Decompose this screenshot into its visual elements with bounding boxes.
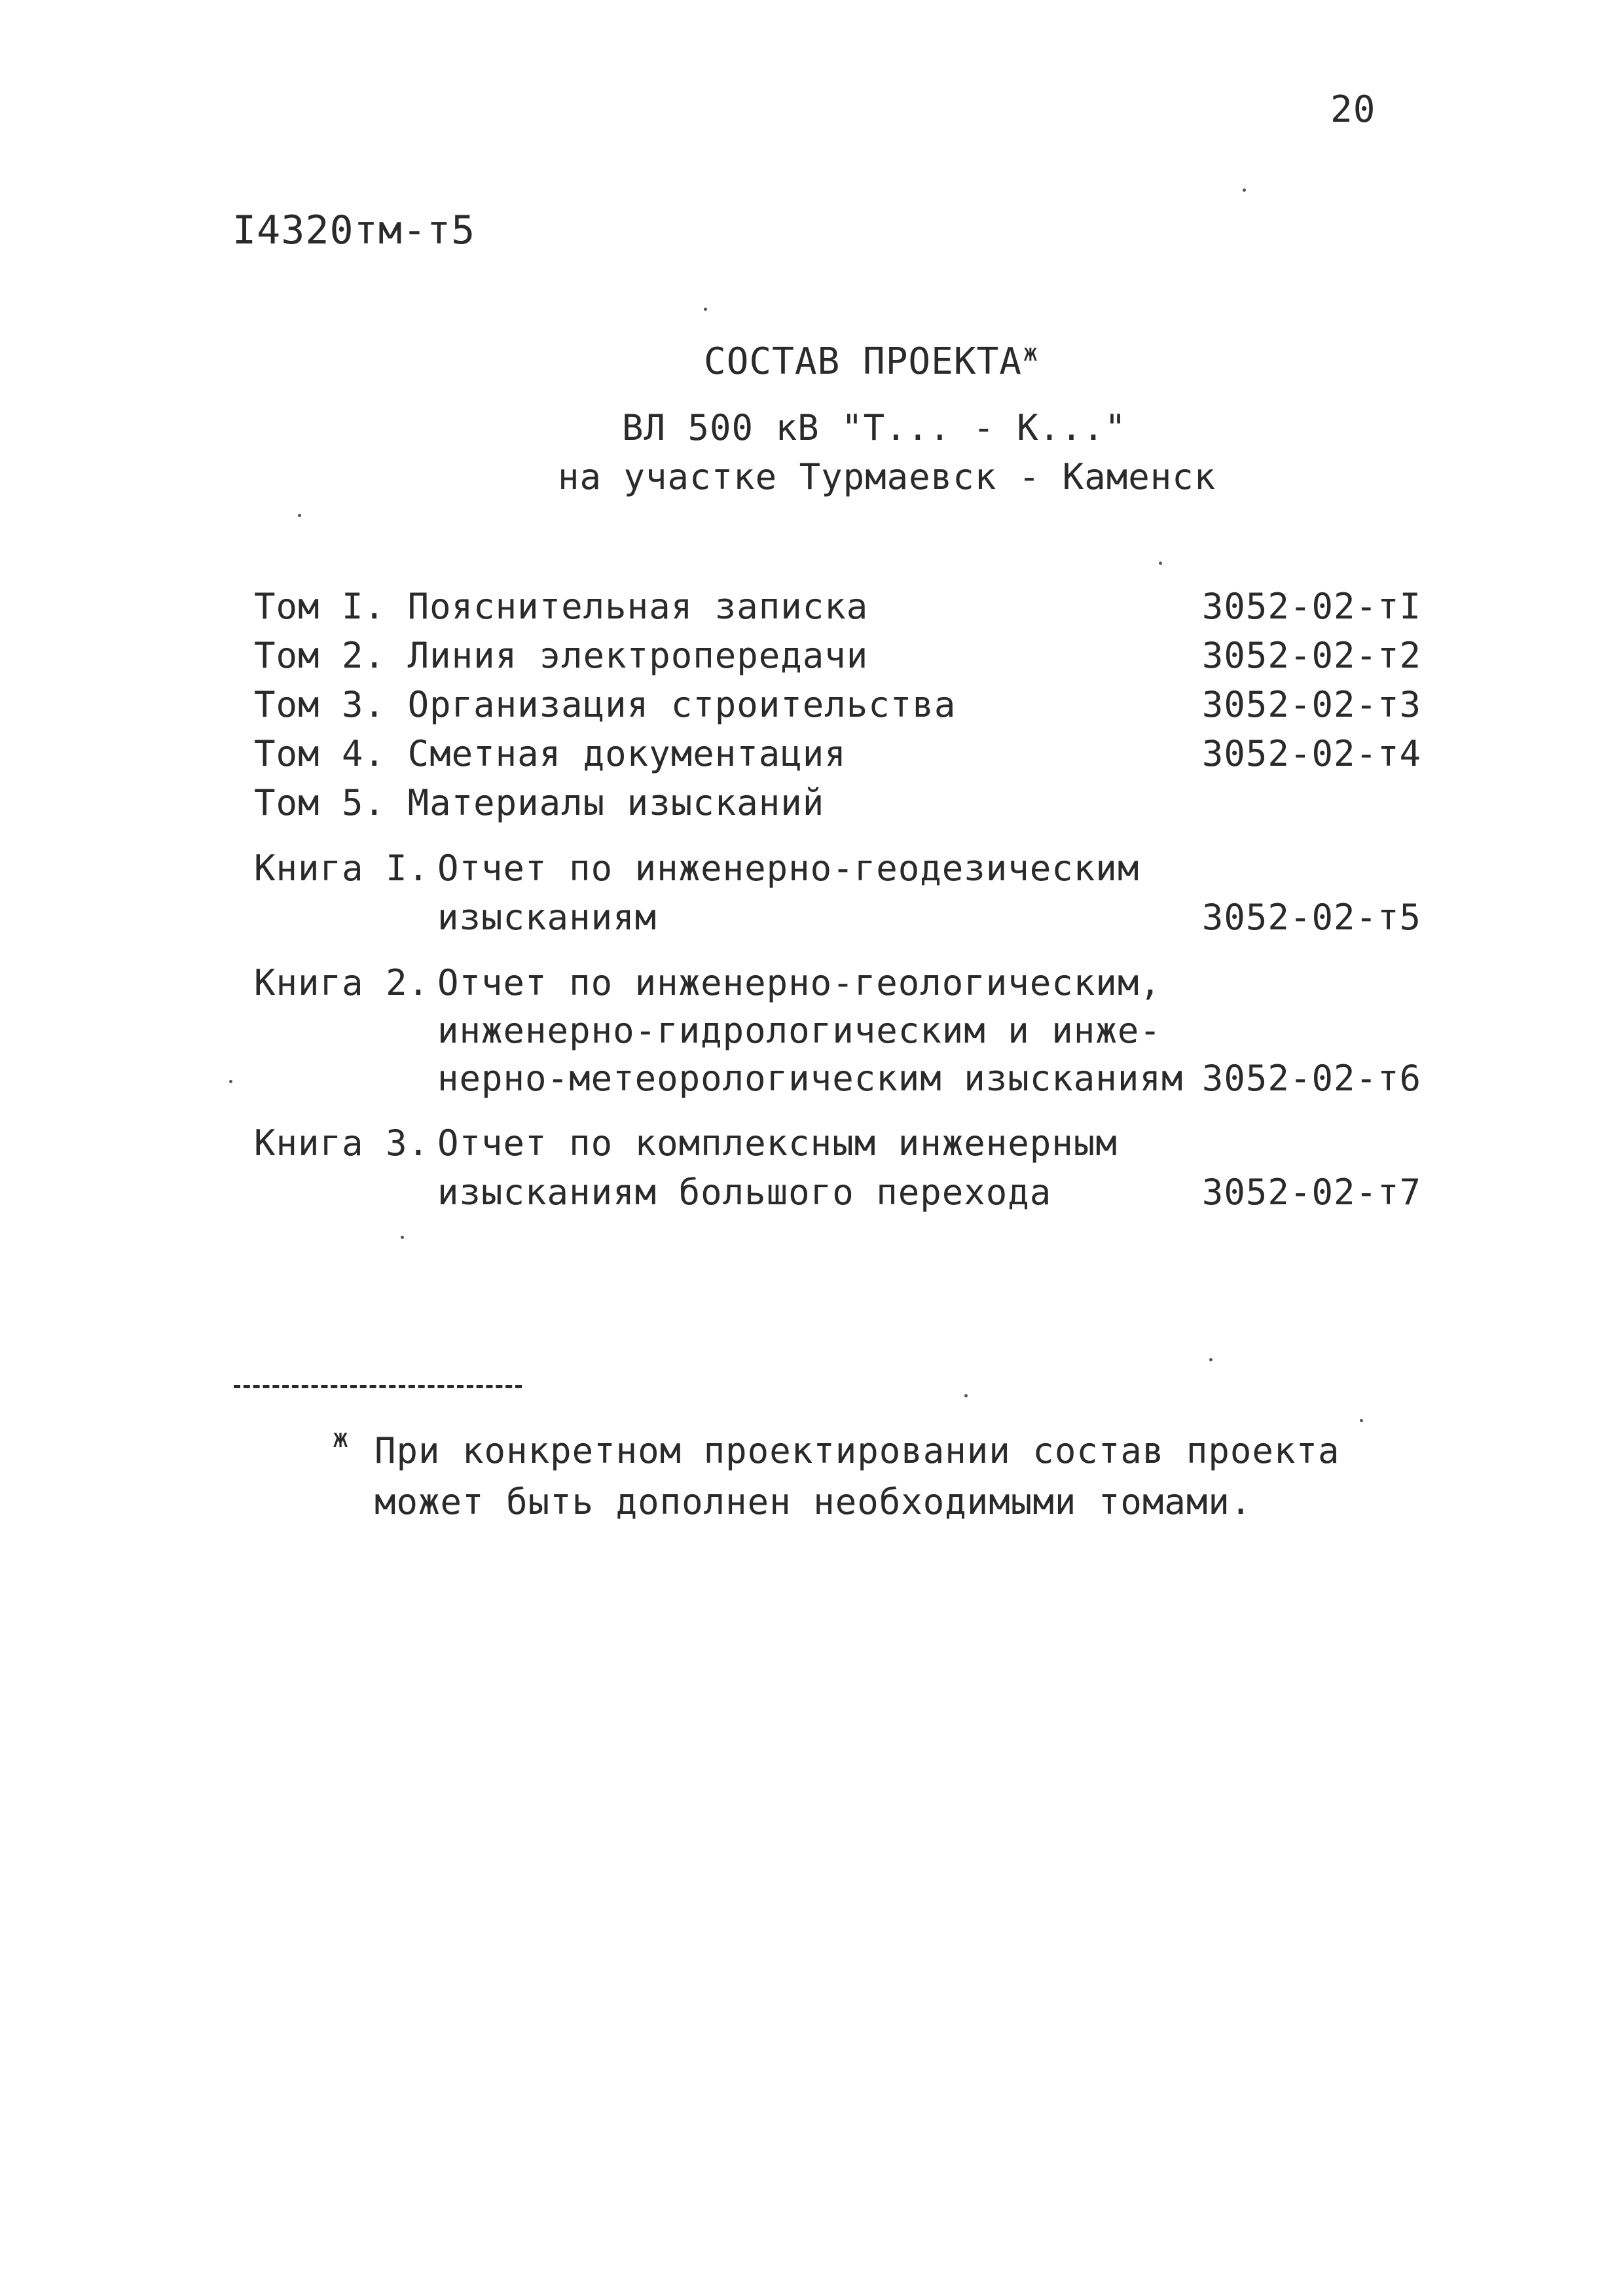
footnote-separator	[234, 1385, 522, 1388]
book-3-line-1: Отчет по комплексным инженерным	[437, 1122, 1118, 1164]
title-text: СОСТАВ ПРОЕКТА	[704, 340, 1023, 383]
book-1-label: Книга I.	[254, 848, 430, 889]
subtitle-line-2: на участке Турмаевск - Каменск	[558, 456, 1216, 497]
book-2-label: Книга 2.	[254, 962, 430, 1003]
book-3-code: 3052-02-т7	[1201, 1172, 1421, 1213]
title-footnote-mark: ж	[1023, 340, 1038, 367]
volume-2-code: 3052-02-т2	[1201, 635, 1421, 676]
scan-speck	[1209, 1358, 1213, 1361]
volume-1-label: Том I. Пояснительная записка	[254, 586, 869, 627]
book-1-code: 3052-02-т5	[1201, 897, 1421, 938]
document-code: I4320тм-т5	[232, 207, 476, 253]
volume-5-label: Том 5. Материалы изысканий	[254, 782, 825, 823]
volume-3-code: 3052-02-т3	[1201, 684, 1421, 725]
book-2-line-3: нерно-метеорологическим изысканиям	[437, 1058, 1184, 1099]
volume-3-label: Том 3. Организация строительства	[254, 684, 957, 725]
footnote-line-2: может быть дополнен необходимыми томами.	[374, 1481, 1252, 1522]
subtitle-line-1: ВЛ 500 кВ "Т... - К..."	[622, 407, 1127, 448]
book-2-code: 3052-02-т6	[1201, 1058, 1421, 1099]
scan-speck	[229, 1080, 232, 1083]
scan-speck	[964, 1394, 968, 1397]
scan-speck	[1360, 1419, 1363, 1422]
page-title	[704, 340, 1038, 383]
volume-4-code: 3052-02-т4	[1201, 733, 1421, 774]
book-2-line-2: инженерно-гидрологическим и инже-	[437, 1010, 1161, 1051]
book-1-line-1: Отчет по инженерно-геодезическим	[437, 848, 1140, 889]
book-3-label: Книга 3.	[254, 1122, 430, 1164]
scan-speck	[1159, 562, 1162, 565]
book-1-line-2: изысканиям	[437, 897, 657, 938]
footnote-mark: ж	[333, 1424, 350, 1454]
book-2-line-1: Отчет по инженерно-геологическим,	[437, 962, 1161, 1003]
scan-speck	[401, 1236, 404, 1239]
footnote-line-1: При конкретном проектировании состав проекта	[374, 1430, 1340, 1471]
volume-2-label: Том 2. Линия электропередачи	[254, 635, 869, 676]
scan-speck	[1243, 188, 1246, 192]
scan-speck	[298, 514, 301, 517]
volume-4-label: Том 4. Сметная документация	[254, 733, 847, 774]
volume-1-code: 3052-02-тI	[1201, 586, 1421, 627]
scan-speck	[704, 308, 707, 311]
book-3-line-2: изысканиям большого перехода	[437, 1172, 1052, 1213]
page-number: 20	[1330, 88, 1376, 131]
